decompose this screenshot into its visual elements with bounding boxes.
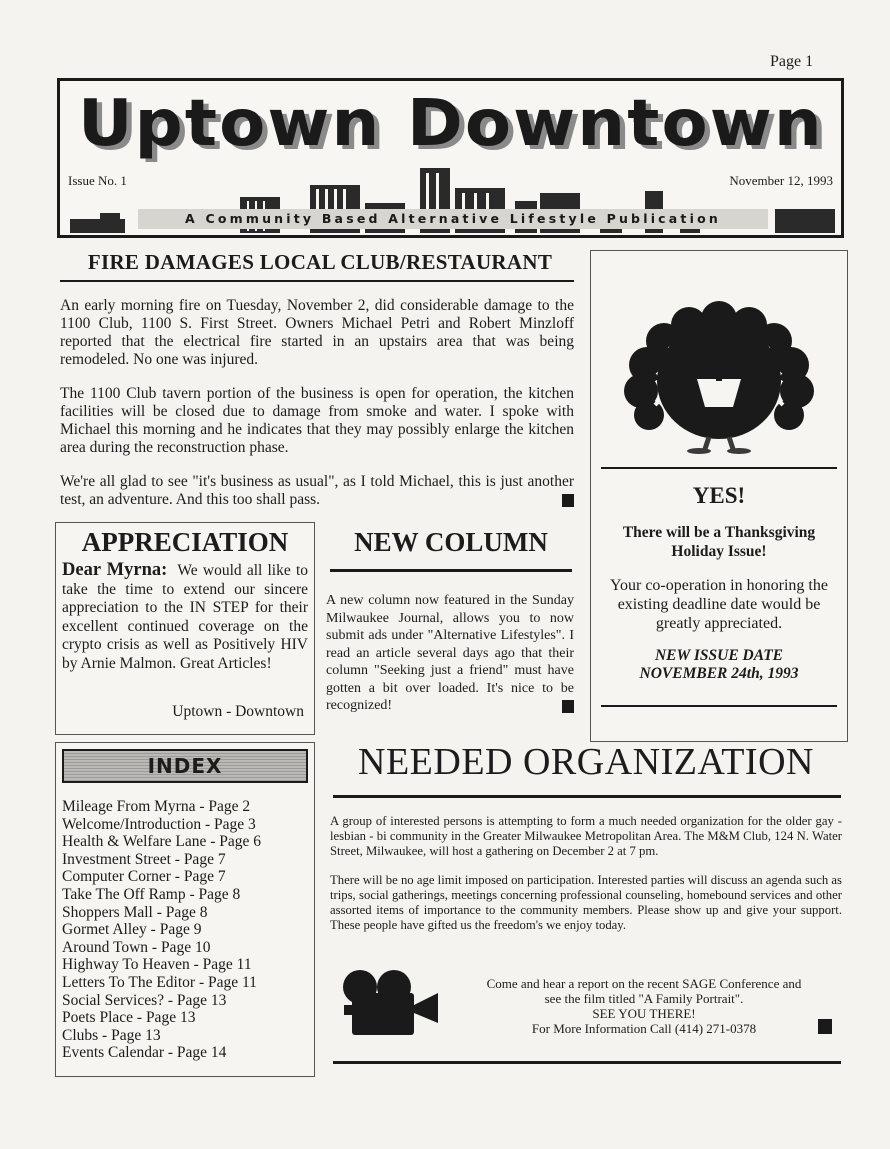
index-title: INDEX [62,749,308,783]
yes-title: YES! [692,483,746,508]
yes-subtitle: There will be a Thanksgiving Holiday Issue! [622,524,816,560]
sage-line: Come and hear a report on the recent SAGE Conference and [486,976,802,991]
index-item: Clubs - Page 13 [62,1026,161,1044]
end-mark [818,1019,832,1034]
fire-paragraph: An early morning fire on Tuesday, November 2, did considerable damage to the 1100 Club, 1100 S. First Street. Owners Michael Petri and Robert Minzloff reported that the electrical fire started in an upstairs area that was being remodeled. No one was injured. [60,297,574,368]
index-item: Events Calendar - Page 14 [62,1044,227,1062]
yes-body: Your co-operation in honoring the existing deadline date would be greatly appreciated. [610,577,828,632]
end-mark [562,700,574,713]
index-item: Investment Street - Page 7 [62,850,226,868]
needed-paragraph: There will be no age limit imposed on participation. Interested parties will discuss an agenda such as trips, social gatherings, meetings concerning professional counseling, homebound services and other assorted items of importance to the community members. Please show up and give your support. These people have gifted us the freedom's we enjoy today. [330,873,842,932]
new-column-title: NEW COLUMN [354,527,548,557]
page-number: Page 1 [770,53,814,70]
publication-title: Uptown Downtown [78,87,824,161]
appreciation-signature: Uptown - Downtown [172,703,304,720]
fire-paragraph: The 1100 Club tavern portion of the business is open for operation, the kitchen facilities will be closed due to damage from smoke and water. I spoke with Michael this morning and he indicates that they may possibly enlarge the kitchen area during the reconstruction phase. [60,385,574,456]
masthead [57,78,844,238]
fire-article-headline: FIRE DAMAGES LOCAL CLUB/RESTAURANT [87,250,553,274]
appreciation-body [62,561,308,673]
index-item: Poets Place - Page 13 [62,1009,196,1027]
index-item: Computer Corner - Page 7 [62,868,226,886]
tagline: A Community Based Alternative Lifestyle Publication [138,209,768,229]
thanksgiving-box [590,250,848,742]
index-item: Welcome/Introduction - Page 3 [62,815,256,833]
new-issue-date-line2: NOVEMBER 24th, 1993 [639,665,799,682]
index-item: Mileage From Myrna - Page 2 [62,798,251,815]
index-item: Letters To The Editor - Page 11 [62,973,257,991]
index-box [55,742,315,1077]
divider-rule [601,705,837,707]
salutation: Dear Myrna: [62,560,168,580]
index-item: Take The Off Ramp - Page 8 [62,885,241,903]
index-item: Gormet Alley - Page 9 [62,921,202,939]
index-item: Around Town - Page 10 [62,938,211,956]
fire-paragraph: We're all glad to see "it's business as usual", as I told Michael, this is just another test, an adventure. And this too shall pass. [60,473,574,508]
index-item: Health & Welfare Lane - Page 6 [62,833,262,851]
new-issue-date-line1: NEW ISSUE DATE [654,647,784,664]
issue-number: Issue No. 1 [68,173,127,188]
bottom-rule [333,1061,841,1064]
index-item: Shoppers Mall - Page 8 [62,903,208,921]
contact-phone: For More Information Call (414) 271-0378 [531,1021,757,1036]
headline-rule [60,280,574,282]
new-column-text: A new column now featured in the Sunday Milwaukee Journal, allows you to now submit ads under "Alternative Lifestyles". I read an article several days ago that their column "Seeking just a friend" must have gotten a bit over loaded. It's nice to be recognized! [326,593,574,713]
needed-organization-body [330,814,842,947]
needed-organization-title: NEEDED ORGANIZATION [358,741,814,783]
index-item: Highway To Heaven - Page 11 [62,956,252,974]
appreciation-text: We would all like to take the time to extend our sincere appreciation to the IN STEP for their excellent continued coverage on the crypto crisis as well as Positively HIV by Arnie Malmon. Great Articles! [62,562,309,672]
appreciation-title: APPRECIATION [81,527,289,557]
new-column-body [326,592,574,715]
needed-paragraph: A group of interested persons is attempting to form a much needed organization for the older gay - lesbian - bi community in the Greater Milwaukee Metropolitan Area. The M&M Club, 124 N. Water Street, Milwaukee, will host a gathering on December 2 at 7 pm. [330,814,842,858]
movie-camera-icon [338,967,458,1037]
divider-rule [601,467,837,469]
sage-announcement [458,976,830,1036]
headline-rule [333,795,841,798]
headline-rule [330,569,572,572]
index-item: Social Services? - Page 13 [62,991,227,1009]
sage-line: see the film titled "A Family Portrait". [544,991,744,1006]
turkey-illustration [619,289,819,454]
fire-paragraph-last [60,473,574,509]
fire-article-body [60,297,574,509]
end-mark [562,494,574,507]
new-issue-date [595,647,843,683]
index-list [62,798,261,1062]
issue-date: November 12, 1993 [729,173,833,188]
appreciation-box [55,522,315,735]
sage-line: SEE YOU THERE! [592,1006,696,1021]
